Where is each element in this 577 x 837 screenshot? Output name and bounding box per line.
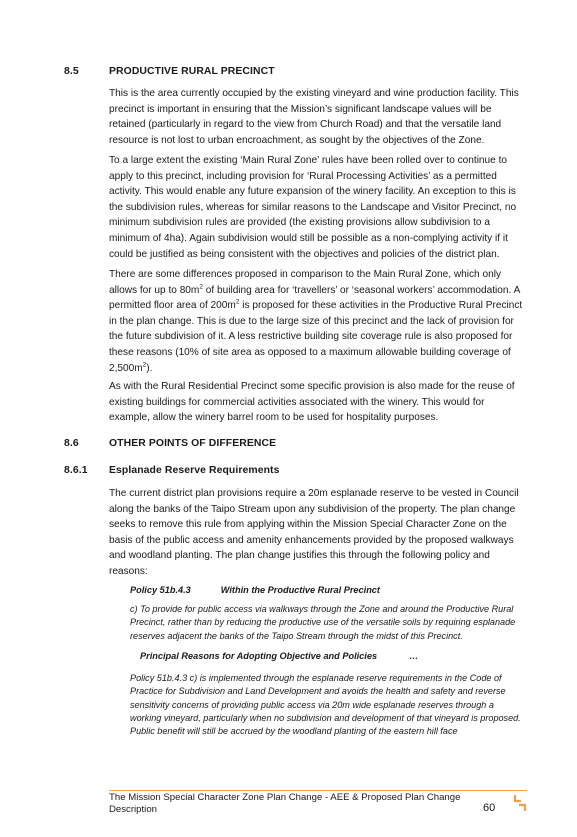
footer-text — [109, 792, 469, 815]
paragraph — [109, 267, 527, 376]
reasons-title: Principal Reasons for Adopting Objective and Policies — [140, 651, 378, 661]
policy-heading — [130, 585, 380, 595]
footer-line-1: The Mission Special Character Zone Plan Change - AEE & Proposed Plan Change — [109, 792, 461, 803]
footer-line-2: Description — [109, 803, 157, 815]
policy-heading-text: Within the Productive Rural Precinct — [220, 585, 380, 595]
superscript: 2 — [142, 361, 147, 369]
superscript: 2 — [199, 283, 203, 291]
section-8-5-paragraph-4: As with the Rural Residential Precinct some specific provision is also made for the reuse of existing buildings for commercial activities associated with the winery. This would for example, allow the winery barrel room to be used for hospitality purposes. — [109, 381, 515, 424]
section-8-6-1-paragraph-1: The current district plan provisions require a 20m esplanade reserve to be vested in Council along the banks of the Taipo Stream upon any subdivision of the property. The plan change seeks to remove this rule from applying within the Mission Special Character Zone on the basis of the public access and amenity enhancements provided by the proposed walkways and woodland planting. The plan change justifies this through the following policy and reasons: — [109, 488, 519, 577]
footer-divider — [109, 790, 527, 791]
section-heading-8-6 — [64, 438, 276, 449]
paragraph — [109, 86, 527, 148]
reasons-text: Policy 51b.4.3 c) is implemented through the esplanade reserve requirements in the Code of Practice for Subdivision and Land Development and avoids the health and safety and reverse sensitivity concerns of providing public access via 20m wide esplanade reserves through a working vineyard, particularly when no subdivision and development of that vineyard is proposed. Public benefit will still be accrued by the woodland planting of the eastern hill face — [130, 673, 521, 737]
reasons-ellipsis: … — [409, 651, 419, 661]
section-number: 8.5 — [64, 66, 79, 77]
section-number: 8.6 — [64, 438, 79, 449]
p3-text-d: ). — [146, 362, 153, 374]
section-8-5-paragraph-3 — [109, 267, 527, 376]
paragraph — [109, 153, 527, 262]
paragraph — [109, 486, 527, 580]
corner-bracket-logo-icon — [509, 793, 529, 813]
p3-text-b: of building area for ‘travellers’ or ‘seasonal workers’ accommodation. A permitted floor area of 200m — [109, 284, 520, 312]
section-heading-8-6-1 — [64, 465, 279, 476]
section-number: 8.6.1 — [64, 465, 88, 476]
section-title: OTHER POINTS OF DIFFERENCE — [109, 438, 277, 449]
paragraph — [109, 379, 527, 426]
reasons-heading — [140, 651, 418, 661]
section-title: Esplanade Reserve Requirements — [109, 465, 280, 476]
p3-text-a: There are some differences proposed in comparison to the Main Rural Zone, which only allows for up to 80m — [109, 269, 501, 296]
p3-text-c: is proposed for these activities in the Productive Rural Precinct in the plan change. This is due to the large size of this precinct and the lack of provision for the future subdivision of it. A less restrictive building site coverage rule is also proposed for these reasons (10% of site area as opposed to a maximum allowable building coverage of 2,500m — [109, 300, 523, 374]
section-heading-8-5 — [64, 66, 275, 77]
section-8-5-paragraph-2: To a large extent the existing ‘Main Rural Zone’ rules have been rolled over to continue to apply to this precinct, including provision for ‘Rural Processing Activities’ as a permitted activity. This would enable any future expansion of the winery facility. An exception to this is the subdivision rules, whereas for similar reasons to the Landscape and Visitor Precinct, no minimum subdivision rules are provided (the existing provisions allow subdivision to a minimum of 4ha). Again subdivision would still be possible as a non-complying activity if it could be justified as being consistent with the objectives and policies of the district plan. — [109, 155, 517, 260]
section-title: PRODUCTIVE RURAL PRECINCT — [109, 66, 275, 77]
section-8-5-paragraph-1: This is the area currently occupied by the existing vineyard and wine production facility. This precinct is important in ensuring that the Mission’s significant landscape values will be retained (particularly in regard to the view from Church Road) and that the versatile land resource is not lost to urban encroachment, as sought by the objectives of the Zone. — [109, 88, 519, 146]
policy-text: c) To provide for public access via walkways through the Zone and around the Productive Rural Precinct, rather than by reducing the productive use of the versatile soils by requiring esplanade reserves adjacent the banks of the Taipo Stream through the midst of this Precinct. — [130, 604, 516, 641]
policy-label: Policy 51b.4.3 — [130, 585, 191, 595]
page-number: 60 — [483, 802, 496, 814]
superscript: 2 — [235, 298, 240, 306]
